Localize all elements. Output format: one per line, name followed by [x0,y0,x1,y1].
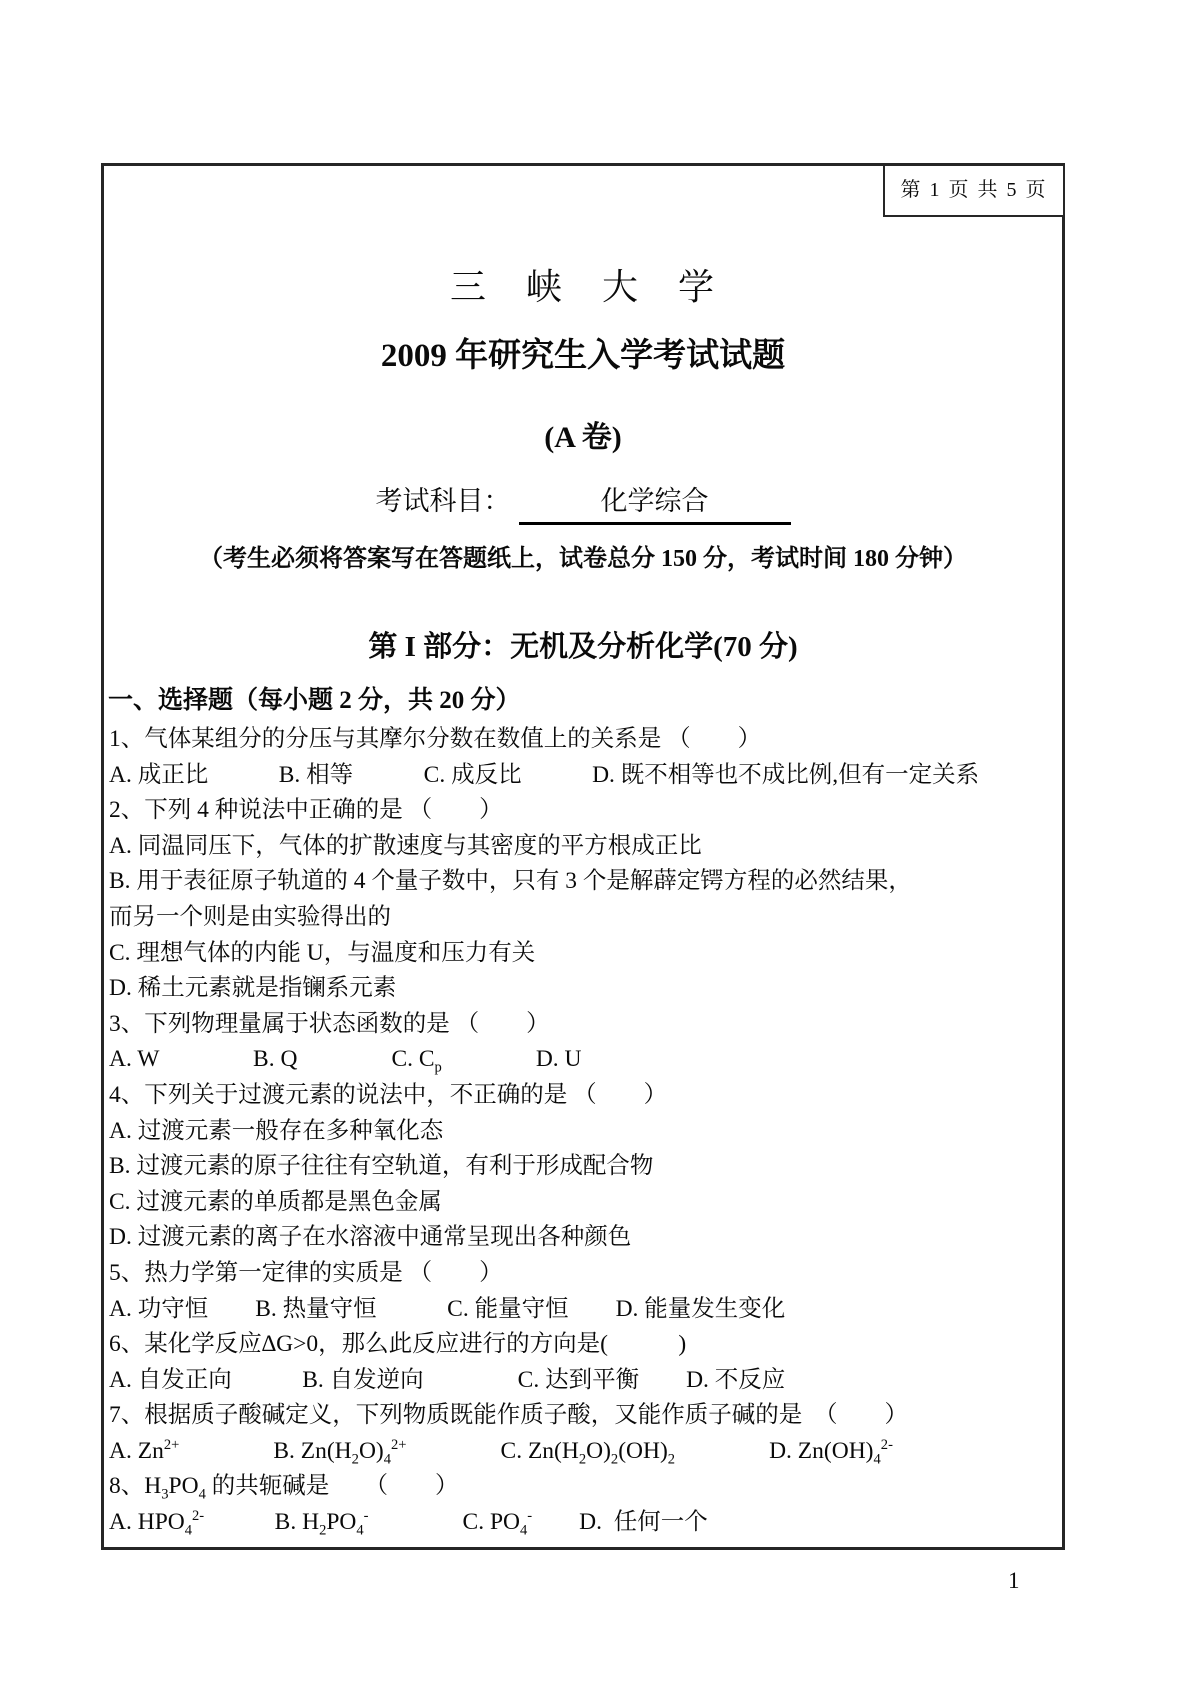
exam-notice: （考生必须将答案写在答题纸上，试卷总分 150 分，考试时间 180 分钟） [199,546,967,572]
question-line: 4、下列关于过渡元素的说法中，不正确的是 （ ） [109,1081,668,1108]
subject-line [104,482,1062,525]
subject-value-underline [519,482,791,525]
question-line: 5、热力学第一定律的实质是 （ ） [109,1259,503,1286]
exam-title: 2009 年研究生入学考试试题 [380,338,786,374]
question-line: 而另一个则是由实验得出的 [109,903,391,930]
part-title: 第 I 部分：无机及分析化学(70 分) [368,631,798,663]
question-line: A. 同温同压下，气体的扩散速度与其密度的平方根成正比 [109,832,702,859]
subject-value: 化学综合 [600,486,709,516]
question-line: B. 用于表征原子轨道的 4 个量子数中，只有 3 个是解薜定锷方程的必然结果， [109,868,912,895]
question-line: D. 过渡元素的离子在水溶液中通常呈现出各种颜色 [109,1224,632,1251]
subject-label: 考试科目： [375,486,511,516]
page-number: 1 [1008,1568,1020,1593]
section-title: 一、选择题（每小题 2 分，共 20 分） [108,687,521,714]
question-line: 2、下列 4 种说法中正确的是 （ ） [109,797,503,824]
question-line: 3、下列物理量属于状态函数的是 （ ） [109,1010,550,1037]
question-line: A. 成正比 B. 相等 C. 成反比 D. 既不相等也不成比例,但有一定关系 [109,761,980,788]
question-line: C. 过渡元素的单质都是黑色金属 [109,1188,442,1215]
question-line: D. 稀土元素就是指镧系元素 [109,975,397,1002]
question-line: A. 过渡元素一般存在多种氧化态 [109,1117,444,1144]
question-line: 8、$H_3PO_4$ 的共轭碱是 （ ） [109,1473,459,1504]
question-line: A. $HPO_4^{2-}$ B. $H_2PO_4^-$ C. $PO_4^-$ D. 任何一个 [109,1508,708,1539]
paper-version-label: (A 卷) [544,421,622,454]
question-line: B. 过渡元素的原子往往有空轨道，有利于形成配合物 [109,1153,654,1180]
question-line: 6、某化学反应∆G>0，那么此反应进行的方向是( ) [109,1331,687,1358]
question-line: A. $Zn^{2+}$ B. $Zn(H_2O)_4^{2+}$ C. $Zn(H_2O)_2(OH)_2$ D. $Zn(OH)_4^{2-}$ [109,1437,893,1468]
question-line: C. 理想气体的内能 U，与温度和压力有关 [109,939,536,966]
question-line: A. W B. Q C. $C_p$ D. U [109,1046,582,1077]
page-count-badge: 第 1 页 共 5 页 [883,164,1065,217]
question-list [104,722,1062,1541]
question-line: A. 功守恒 B. 热量守恒 C. 能量守恒 D. 能量发生变化 [109,1295,786,1322]
exam-page-frame [101,163,1065,1550]
question-line: 1、气体某组分的分压与其摩尔分数在数值上的关系是 （ ） [109,726,762,752]
question-line: A. 自发正向 B. 自发逆向 C. 达到平衡 D. 不反应 [109,1366,786,1393]
question-line: 7、根据质子酸碱定义，下列物质既能作质子酸，又能作质子碱的是 （ ） [109,1402,908,1429]
university-name: 三 峡 大 学 [449,267,716,307]
